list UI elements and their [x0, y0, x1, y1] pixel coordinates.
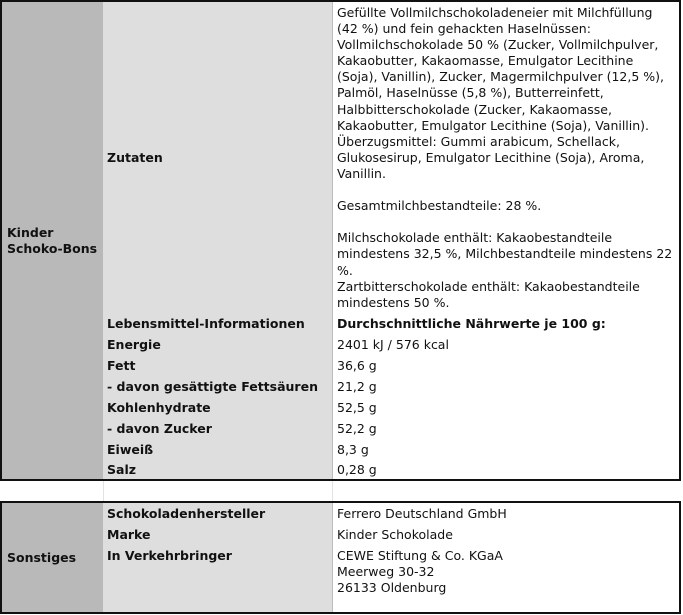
distributor-row [103, 545, 679, 612]
other-heading-cell [2, 503, 104, 612]
nutrition-value: 0,28 g [333, 460, 679, 479]
product-name: Kinder Schoko-Bons [7, 224, 98, 256]
nutrition-label: - davon Zucker [103, 418, 333, 439]
nutrition-label: Salz [103, 460, 333, 479]
manufacturer-row [103, 503, 679, 525]
ingredients-text: Gefüllte Vollmilchschokoladeneier mit Milchfüllung (42 %) und fein gehackten Haselnüssen: Vollmilchschokolade 50 % (Zucker, Vollmilchpulver, Kakaobutter, Kakaomasse, Emulgator Lecithine (Soja), Vanillin), Zucker, Magermilchpulver (12,5 %), Palmöl, Haselnüsse (5,8 %), Butterreinfett, Halbbitterschokolade (Zucker, Kakaomasse, Kakaobutter, Emulgator Lecithine (Soja), Vanillin). Überzugsmittel: Gummi arabicum, Schellack, Glukosesirup, Emulgator Lecithine (Soja), Aroma, Vanillin. Gesamtmilchbestandteile: 28 %. Milchschokolade enthält: Kakaobestandteile mindestens 32,5 %, Milchbestandteile mindestens 22 %. Zartbitterschokolade enthält: Kakaobestandteile mindestens 50 %. [333, 2, 679, 313]
nutrition-row-eiweiss [103, 439, 679, 461]
nutrition-label: Kohlenhydrate [103, 397, 333, 418]
nutrition-value: 52,2 g [333, 418, 679, 439]
nutrition-row-energie [103, 334, 679, 356]
nutrition-label: Fett [103, 355, 333, 376]
spacer-row [0, 481, 683, 501]
other-heading: Sonstiges [7, 549, 77, 565]
other-info-table [0, 501, 681, 614]
ingredients-label: Zutaten [103, 2, 333, 313]
ingredients-row [103, 2, 679, 314]
nutrition-row-salz [103, 460, 679, 479]
nutrition-header-row [103, 313, 679, 335]
nutrition-value: 8,3 g [333, 439, 679, 460]
nutrition-value: 36,6 g [333, 355, 679, 376]
nutrition-value: 21,2 g [333, 376, 679, 397]
brand-value: Kinder Schokolade [333, 524, 679, 545]
nutrition-label: Energie [103, 334, 333, 355]
brand-row [103, 524, 679, 546]
nutrition-header-value: Durchschnittliche Nährwerte je 100 g: [333, 313, 679, 334]
manufacturer-label: Schokoladenhersteller [103, 503, 333, 524]
nutrition-row-fettsaeuren [103, 376, 679, 398]
nutrition-header-label: Lebensmittel-Informationen [103, 313, 333, 334]
nutrition-value: 2401 kJ / 576 kcal [333, 334, 679, 355]
product-name-cell [2, 2, 104, 479]
nutrition-row-zucker [103, 418, 679, 440]
manufacturer-value: Ferrero Deutschland GmbH [333, 503, 679, 524]
nutrition-label: Eiweiß [103, 439, 333, 460]
brand-label: Marke [103, 524, 333, 545]
nutrition-label: - davon gesättigte Fettsäuren [103, 376, 333, 397]
nutrition-value: 52,5 g [333, 397, 679, 418]
spacer-cell [0, 481, 104, 501]
distributor-label: In Verkehrbringer [103, 545, 333, 612]
spacer-cell [103, 481, 333, 501]
nutrition-row-fett [103, 355, 679, 377]
nutrition-row-kohlenhydrate [103, 397, 679, 419]
distributor-value: CEWE Stiftung & Co. KGaA Meerweg 30-32 26133 Oldenburg [333, 545, 679, 612]
